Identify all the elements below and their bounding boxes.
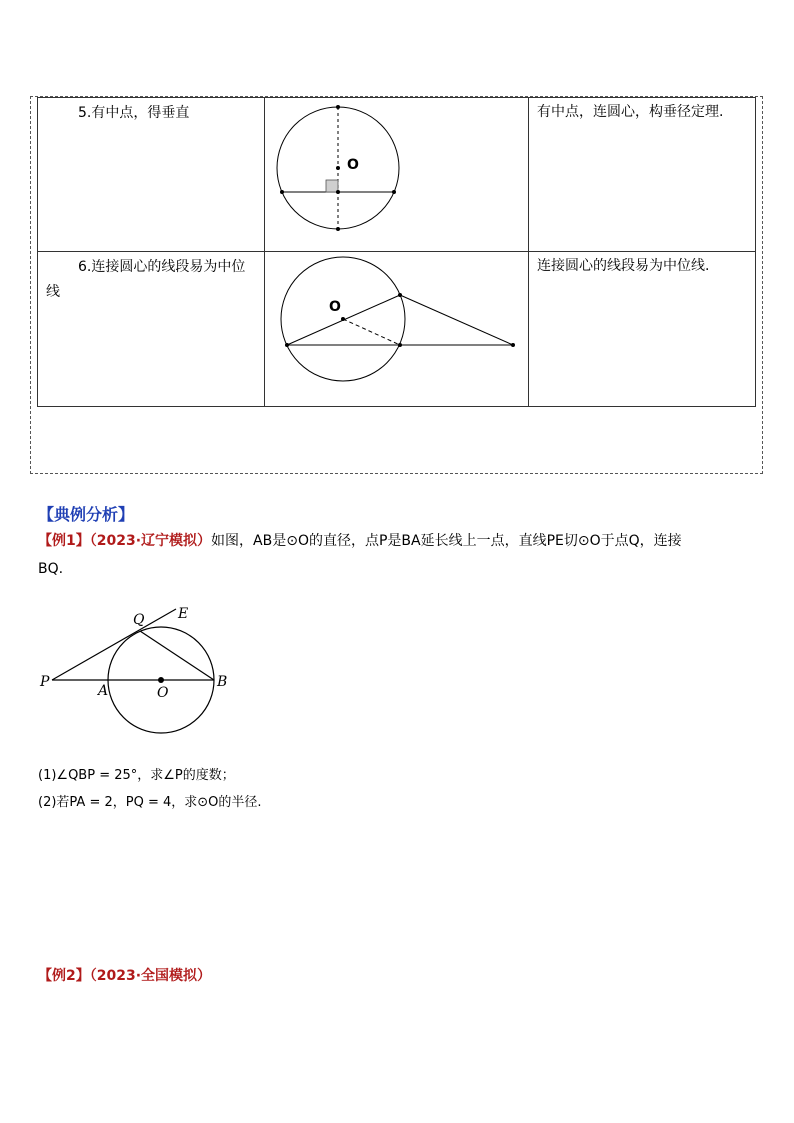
tip-desc: 有中点，连圆心，构垂径定理. — [537, 104, 724, 120]
example1-text: 如图，AB是⊙O的直径，点P是BA延长线上一点，直线PE切⊙O于点Q，连接 — [211, 533, 682, 549]
label-Q: Q — [133, 612, 145, 628]
tips-table — [37, 97, 756, 407]
tip-name-cell — [38, 252, 265, 407]
example1-text-cont: BQ. — [38, 561, 64, 577]
tip-name: 6.连接圆心的线段易为中位线 — [46, 259, 246, 300]
center-label: O — [347, 157, 359, 173]
tip-figure-cell — [265, 98, 529, 252]
label-P: P — [40, 674, 50, 690]
example1-tag: 【例1】（2023·辽宁模拟） — [38, 533, 212, 549]
tip-figure-cell — [265, 252, 529, 407]
example2-tag: 【例2】（2023·全国模拟） — [38, 968, 212, 984]
tangent-figure — [38, 598, 238, 738]
question-2: (2)若PA = 2，PQ = 4，求⊙O的半径. — [38, 795, 262, 810]
tip-desc-cell — [529, 98, 756, 252]
midline-figure — [265, 252, 528, 406]
table-row — [38, 252, 756, 407]
tip-desc: 连接圆心的线段易为中位线. — [537, 258, 710, 274]
label-A: A — [98, 683, 109, 699]
tip-desc-cell — [529, 252, 756, 407]
question-1: (1)∠QBP = 25°，求∠P的度数； — [38, 768, 235, 783]
label-O: O — [157, 685, 169, 701]
example1-line — [38, 531, 682, 551]
table-row — [38, 98, 756, 252]
label-B: B — [217, 674, 228, 690]
tip-name: 5.有中点，得垂直 — [78, 105, 190, 121]
section-title: 【典例分析】 — [38, 505, 135, 524]
label-E: E — [178, 606, 189, 622]
tip-name-cell — [38, 98, 265, 252]
perpendicular-diameter-figure — [265, 98, 528, 251]
center-label: O — [329, 299, 341, 315]
